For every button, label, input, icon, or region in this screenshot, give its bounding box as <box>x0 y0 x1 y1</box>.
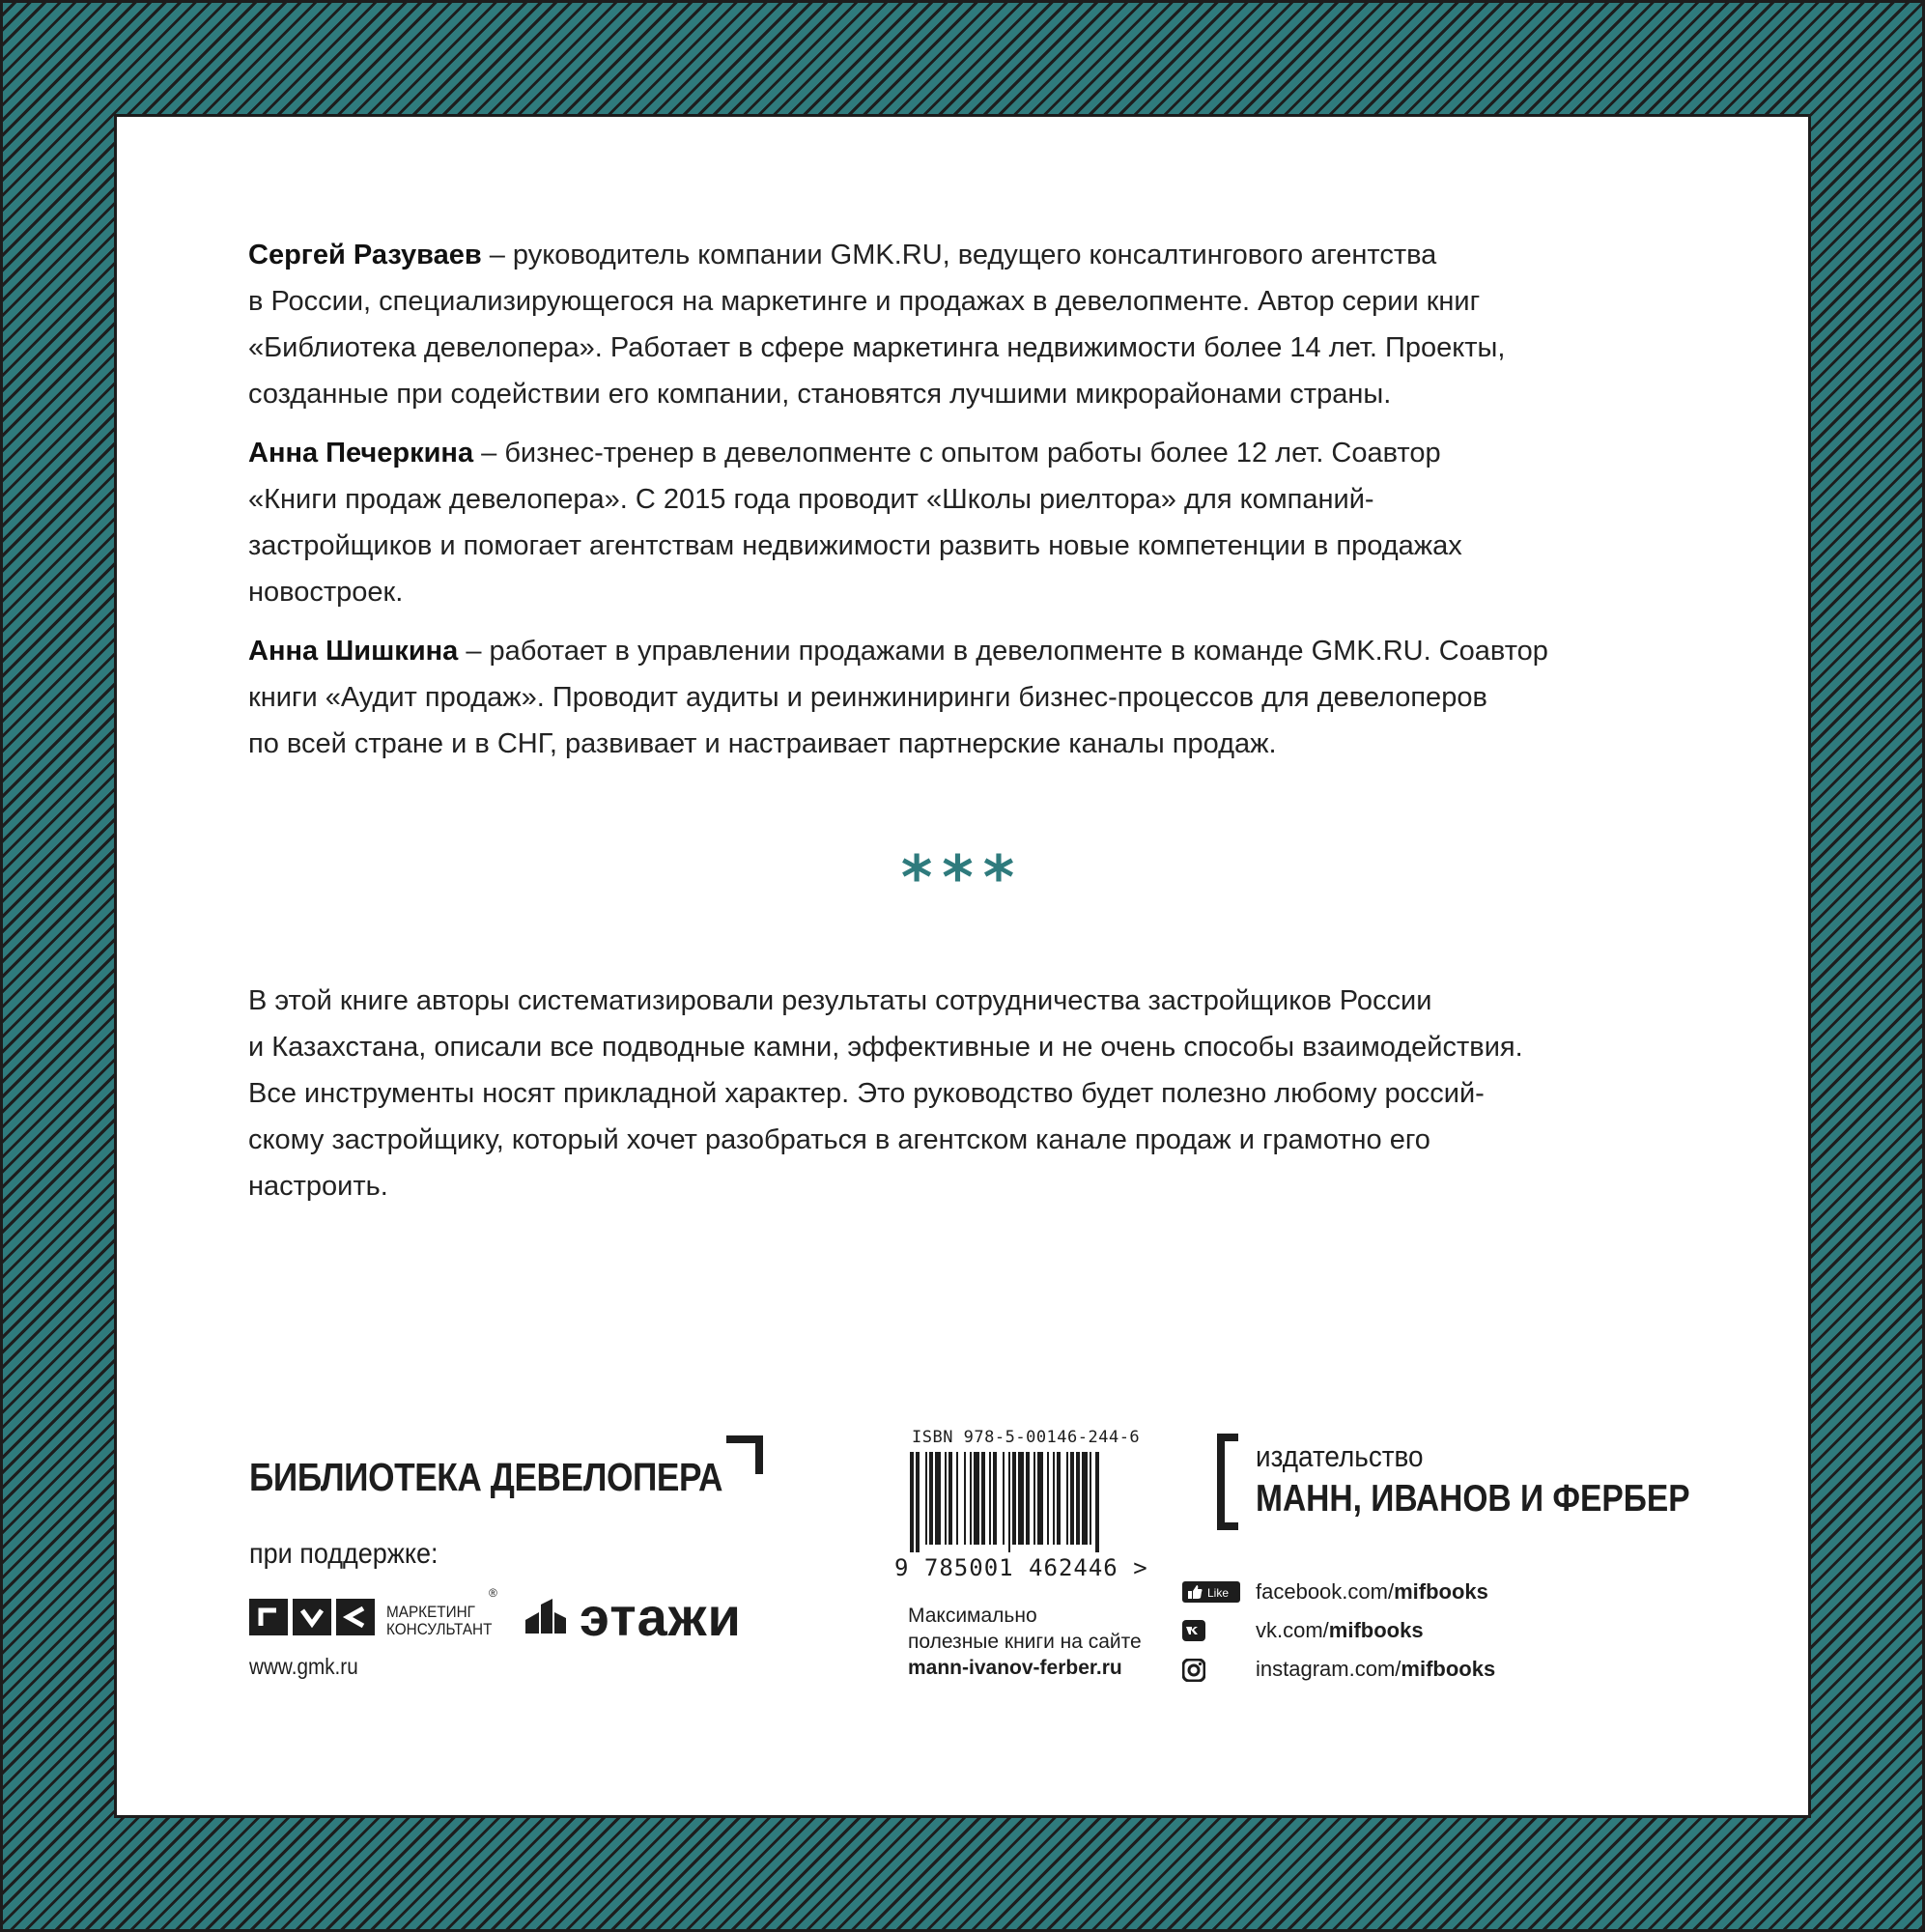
description-line: В этой книге авторы систематизировали результаты сотрудничества застройщиков России <box>248 985 1432 1016</box>
barcode-bar <box>1082 1452 1088 1545</box>
instagram-icon <box>1182 1659 1205 1682</box>
social-link: instagram.com/mifbooks <box>1256 1657 1496 1681</box>
author-name: Анна Печеркина <box>248 438 474 469</box>
barcode-bar <box>1018 1452 1024 1545</box>
isbn-barcode <box>906 1452 1128 1552</box>
barcode-bar <box>981 1452 985 1545</box>
bio-line: новостроек. <box>248 577 404 608</box>
publisher-name: МАНН, ИВАНОВ И ФЕРБЕР <box>1256 1478 1690 1520</box>
bio-line: «Библиотека девелопера». Работает в сфере маркетинга недвижимости более 14 лет. Проекты, <box>248 332 1506 363</box>
facebook-like-icon <box>1182 1581 1240 1603</box>
barcode-bar <box>1033 1452 1035 1545</box>
section-separator: *** <box>900 842 1025 913</box>
barcode-bar <box>1095 1452 1099 1552</box>
support-label: при поддержке: <box>249 1538 439 1570</box>
publisher-website[interactable]: mann-ivanov-ferber.ru <box>908 1657 1122 1679</box>
etazhi-building-icon <box>524 1599 568 1635</box>
etazhi-logo-text: этажи <box>580 1586 742 1647</box>
barcode-bar <box>993 1452 997 1545</box>
series-title: БИБЛИОТЕКА ДЕВЕЛОПЕРА <box>249 1455 723 1499</box>
bio-sergey-razuvaev <box>248 232 1697 417</box>
gmk-tagline: МАРКЕТИНГ КОНСУЛЬТАНТ <box>386 1603 493 1638</box>
description-line: и Казахстана, описали все подводные камни, эффективные и не очень способы взаимодействия. <box>248 1032 1523 1063</box>
barcode-bar <box>929 1452 933 1545</box>
bio-text: – руководитель компании GMK.RU, ведущего консалтингового агентства <box>481 240 1437 270</box>
bio-line: книги «Аудит продаж». Проводит аудиты и реинжиниринги бизнес-процессов для девелоперов <box>248 682 1487 713</box>
description-line: Все инструменты носят прикладной характер. Это руководство будет полезно любому россий- <box>248 1078 1485 1109</box>
book-description <box>248 978 1678 1209</box>
series-bracket-icon <box>726 1435 763 1474</box>
barcode-bar <box>945 1452 947 1545</box>
author-name: Сергей Разуваев <box>248 240 482 270</box>
promo-line: полезные книги на сайте <box>908 1631 1142 1653</box>
gmk-website[interactable]: www.gmk.ru <box>249 1654 358 1679</box>
gmk-logo <box>249 1599 377 1637</box>
vk-icon <box>1182 1620 1205 1641</box>
isbn-label: ISBN 978-5-00146-244-6 <box>912 1428 1141 1447</box>
barcode-bar <box>1012 1452 1016 1545</box>
social-link: facebook.com/mifbooks <box>1256 1579 1488 1604</box>
barcode-bar <box>1057 1452 1061 1545</box>
publisher-label: издательство <box>1256 1439 1424 1473</box>
barcode-bar <box>989 1452 991 1545</box>
publisher-bracket-icon <box>1217 1434 1238 1530</box>
barcode-digits: 9 785001 462446 > <box>894 1554 1148 1581</box>
barcode-bar <box>948 1452 952 1545</box>
bio-line: «Книги продаж девелопера». С 2015 года проводит «Школы риелтора» для компаний- <box>248 484 1374 515</box>
registered-mark: ® <box>489 1586 497 1600</box>
barcode-bar <box>1037 1452 1043 1545</box>
barcode-bar <box>1003 1452 1005 1545</box>
bio-line: созданные при содействии его компании, становятся лучшими микрорайонами страны. <box>248 379 1392 410</box>
barcode-bar <box>935 1452 941 1545</box>
like-badge-text: Like <box>1207 1586 1230 1600</box>
promo-line: Максимально <box>908 1605 1037 1627</box>
barcode-bar <box>964 1452 966 1545</box>
bio-line: застройщиков и помогает агентствам недвижимости развить новые компетенции в продажах <box>248 530 1462 561</box>
bio-text: – бизнес-тренер в девелопменте с опытом работы более 12 лет. Соавтор <box>473 438 1441 469</box>
description-line: скому застройщику, который хочет разобраться в агентском канале продаж и грамотно его <box>248 1124 1430 1155</box>
barcode-bar <box>970 1452 972 1545</box>
barcode-bar <box>916 1452 920 1552</box>
bio-line: по всей стране и в СНГ, развивает и настраивает партнерские каналы продаж. <box>248 728 1277 759</box>
barcode-bar <box>974 1452 979 1545</box>
barcode-bar <box>1076 1452 1080 1545</box>
barcode-bar <box>1053 1452 1055 1545</box>
description-line: настроить. <box>248 1171 388 1202</box>
barcode-bar <box>910 1452 914 1552</box>
barcode-bar <box>1026 1452 1030 1545</box>
barcode-bar <box>1066 1452 1068 1545</box>
author-name: Анна Шишкина <box>248 636 459 667</box>
social-link: vk.com/mifbooks <box>1256 1618 1424 1642</box>
barcode-bar <box>956 1452 958 1545</box>
barcode-bar <box>1070 1452 1074 1545</box>
barcode-bar <box>1090 1452 1091 1545</box>
bio-anna-pecherkina <box>248 430 1697 615</box>
bio-text: – работает в управлении продажами в девелопменте в команде GMK.RU. Соавтор <box>458 636 1548 667</box>
barcode-bar <box>925 1452 927 1545</box>
bio-line: в России, специализирующегося на маркетинге и продажах в девелопменте. Автор серии книг <box>248 286 1481 317</box>
barcode-bar <box>1047 1452 1049 1545</box>
barcode-bar <box>1008 1452 1010 1552</box>
bio-anna-shishkina <box>248 628 1697 767</box>
